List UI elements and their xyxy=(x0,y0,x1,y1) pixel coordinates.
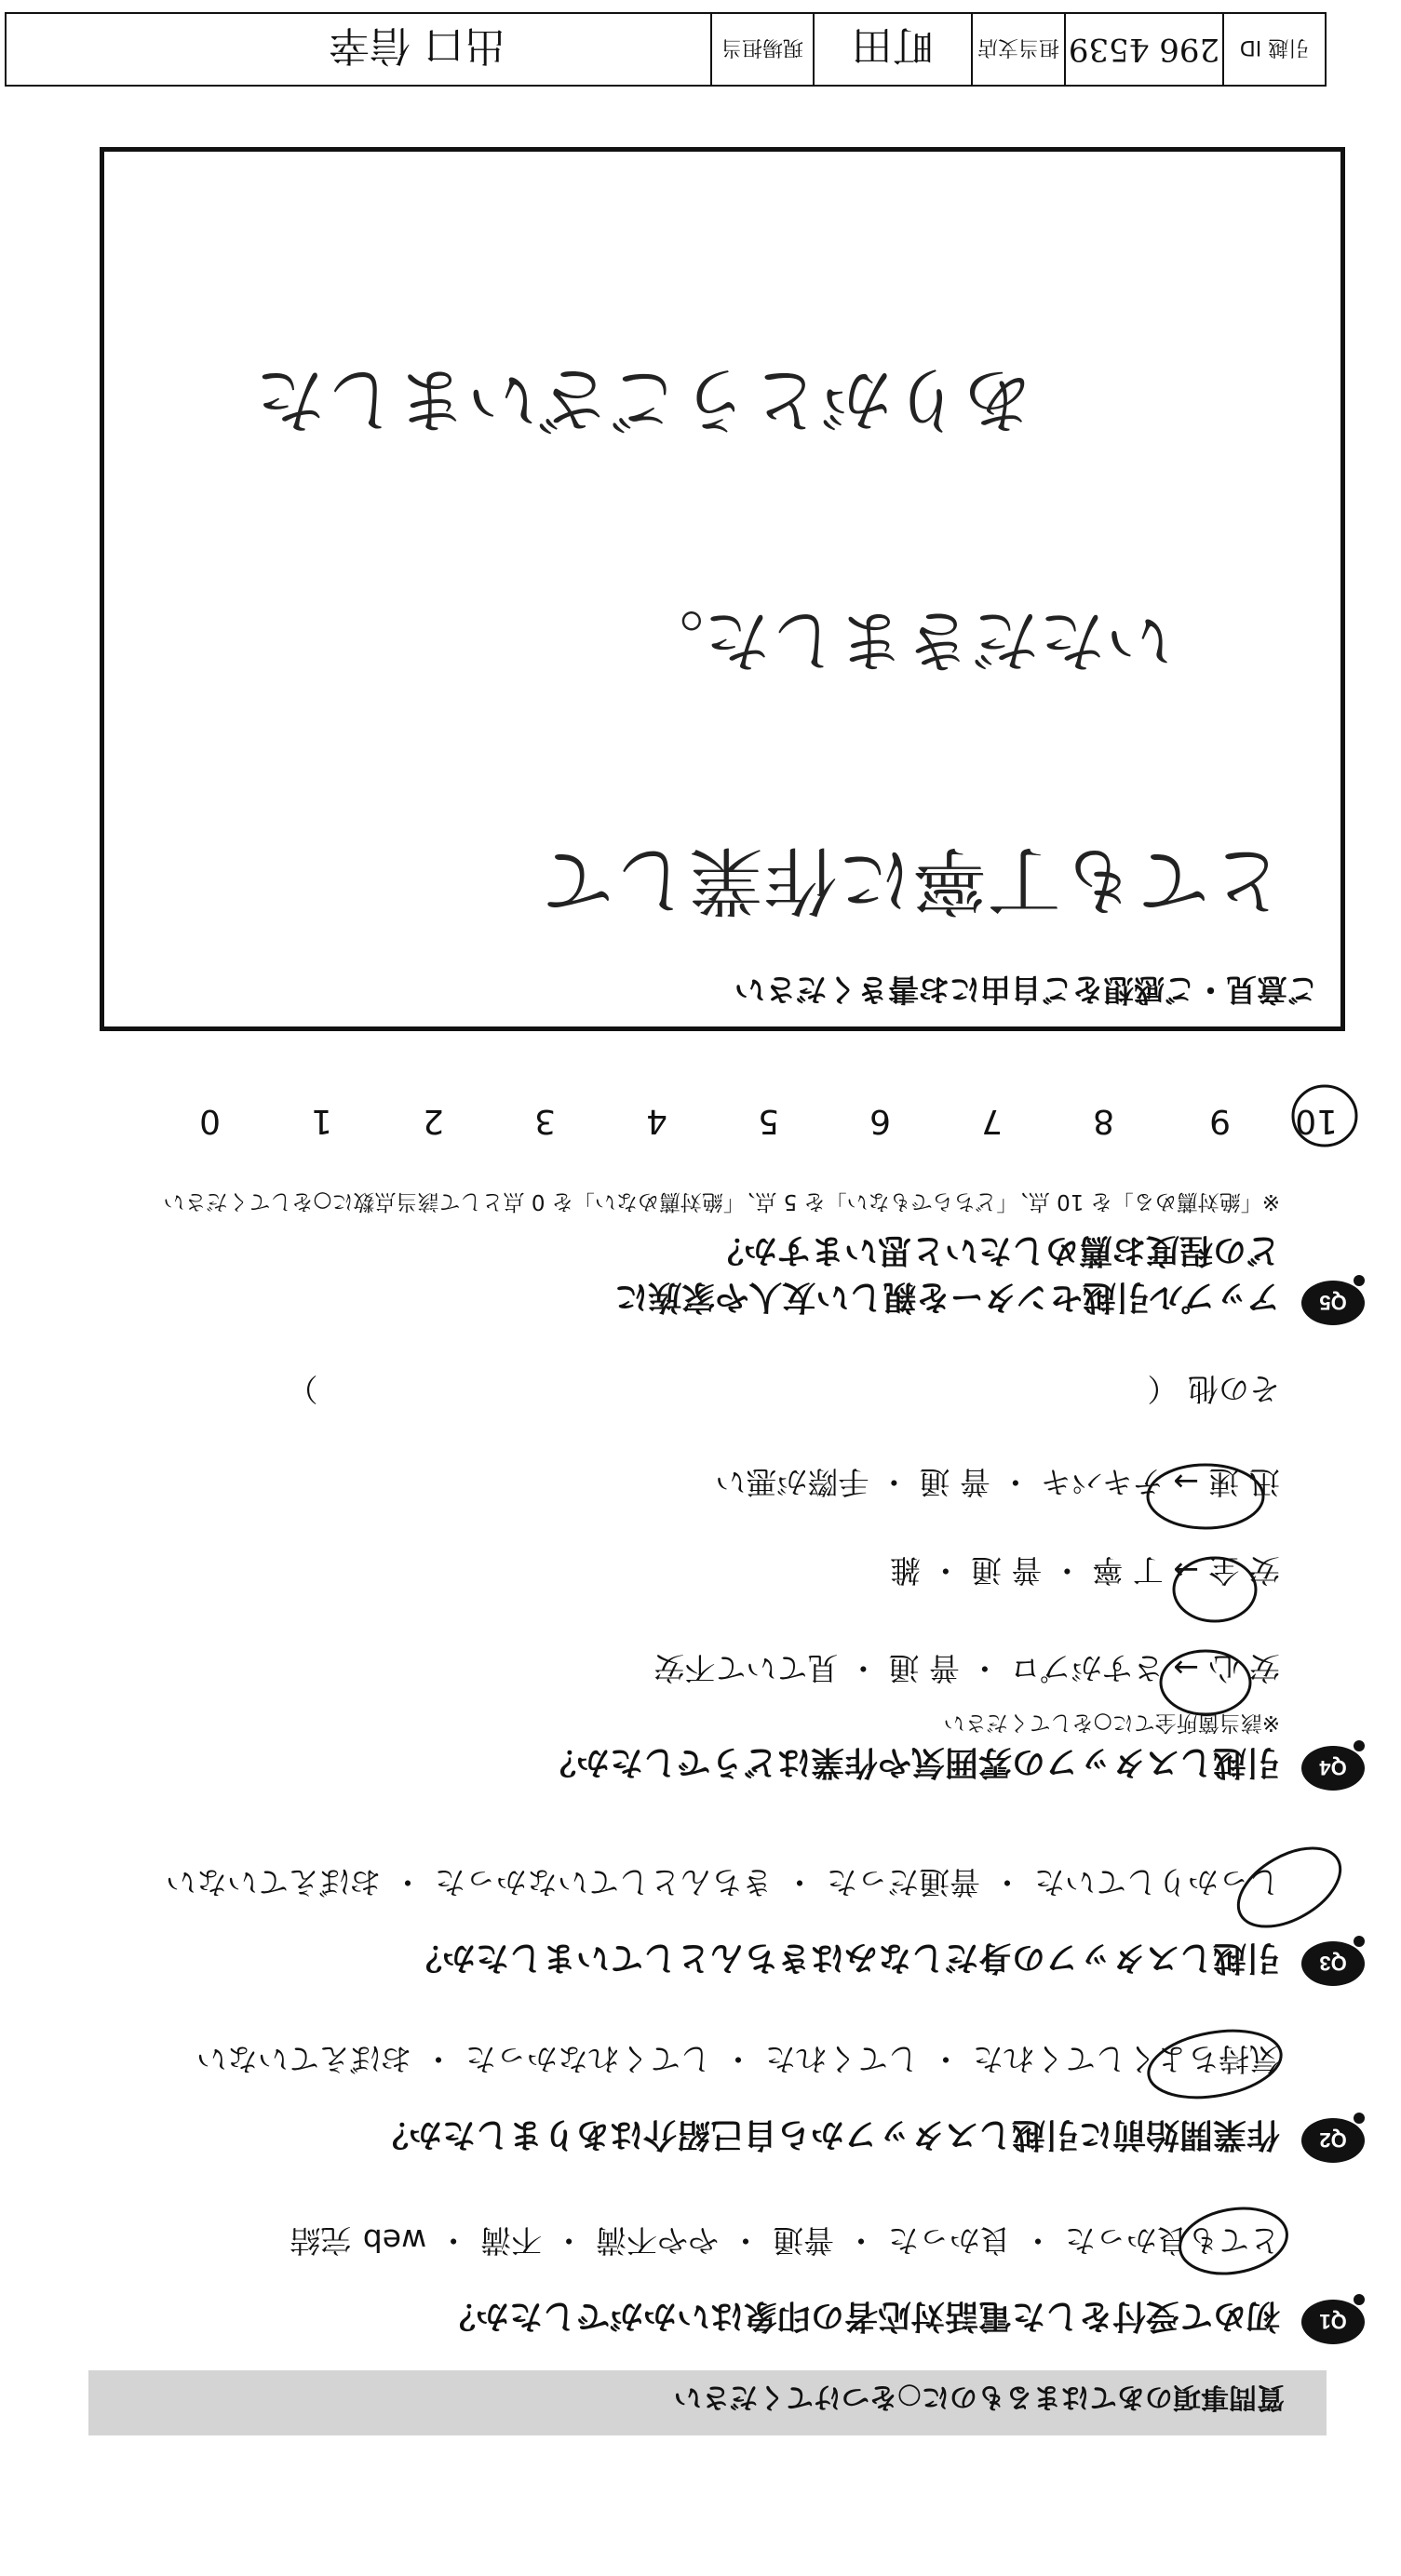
q5-text-line1: アップル引越センターを親しい友人や家族に xyxy=(614,1278,1280,1316)
scale-7[interactable]: 7 xyxy=(981,1102,1003,1140)
q4-row-anshin[interactable]: 安 心 → さすがプロ ・ 普 通 ・ 見ていて不安 xyxy=(653,1650,1280,1686)
label-id: 引越 ID xyxy=(1222,14,1325,85)
label-leader: 現場担当 xyxy=(710,14,813,85)
svg-text:Q3: Q3 xyxy=(1319,1952,1347,1975)
id-table xyxy=(5,12,1327,87)
q4-text: 引越しスタッフの雰囲気や作業はどうでしたか？ xyxy=(542,1743,1280,1781)
handwritten-comment xyxy=(95,142,1340,1026)
scale-9[interactable]: 9 xyxy=(1209,1102,1231,1140)
question-5 xyxy=(33,1152,1347,1329)
scale-0[interactable]: 0 xyxy=(199,1102,221,1140)
instruction-text: 質問事項のあてはまるものに○をつけてください xyxy=(673,2381,1285,2413)
scale-4[interactable]: 4 xyxy=(646,1102,667,1140)
q1-options[interactable]: とても良かった ・ 良かった ・ 普通 ・ やや不満 ・ 不満 ・ web 完結 xyxy=(290,2222,1280,2259)
q4-row-anzen[interactable]: 安 全 → 丁 寧 ・ 普 通 ・ 雑 xyxy=(889,1552,1280,1589)
scale-8[interactable]: 8 xyxy=(1093,1102,1114,1140)
q2-text: 作業開始前に引越しスタッフから自己紹介はありましたか？ xyxy=(374,2115,1280,2153)
comment-title: ご意見・ご感想をご自由にお書きください xyxy=(734,972,1318,1008)
q5-badge-icon xyxy=(1298,1271,1368,1329)
q1-text: 初めて受付をした電話対応者の印象はいかがでしたか？ xyxy=(441,2297,1280,2335)
q1-badge-icon xyxy=(1298,2290,1368,2348)
recommend-scale xyxy=(137,1082,1338,1147)
q5-note: ※「絶対薦める」を 10 点、「どちらでもない」を 5 点、「絶対薦めない」を 0 点として該当点数に○をしてください xyxy=(163,1189,1280,1214)
q3-text: 引越しスタッフの身だしなみはきちんとしていましたか？ xyxy=(408,1939,1280,1977)
svg-text:ありがとうございました: ありがとうございました xyxy=(255,358,1033,441)
answer-marks xyxy=(1103,1366,1345,2297)
q4-row-jinsoku[interactable]: 迅 速 → テキパキ ・ 普 通 ・ 手際が悪い xyxy=(715,1464,1280,1500)
branch-value[interactable]: 町田 xyxy=(813,14,971,85)
scale-2[interactable]: 2 xyxy=(423,1102,444,1140)
q5-text-line2: どの程度お薦めしたいと思いますか？ xyxy=(709,1231,1280,1269)
q3-options[interactable]: しっかりしていた ・ 普通だった ・ きちんとしていなかった ・ おぼえていない xyxy=(166,1864,1280,1900)
scale-1[interactable]: 1 xyxy=(311,1102,332,1140)
label-branch: 担当支店 xyxy=(971,14,1064,85)
leader-value[interactable]: 出口 信幸 xyxy=(329,21,505,69)
scale-10[interactable]: 10 xyxy=(1295,1102,1338,1140)
q2-options[interactable]: 気持ちよくしてくれた ・ してくれた ・ してくれなかった ・ おぼえていない xyxy=(196,2041,1280,2077)
id-value[interactable]: 296 4539 xyxy=(1064,14,1222,85)
circle-mark-10 xyxy=(1286,1079,1360,1153)
svg-text:いただきました。: いただきました。 xyxy=(636,601,1173,679)
question-4 xyxy=(33,1357,1347,1794)
svg-text:Q5: Q5 xyxy=(1319,1291,1347,1314)
svg-text:Q2: Q2 xyxy=(1319,2128,1347,2152)
svg-text:とても丁寧に作業して: とても丁寧に作業して xyxy=(540,837,1285,923)
q4-note: ※該当箇所全てに○をしてください xyxy=(943,1711,1280,1735)
svg-text:Q4: Q4 xyxy=(1319,1756,1347,1779)
instruction-banner xyxy=(88,2370,1327,2435)
scale-3[interactable]: 3 xyxy=(534,1102,556,1140)
svg-text:Q1: Q1 xyxy=(1319,2310,1347,2333)
q4-row-other[interactable]: その他 （ ） xyxy=(287,1371,1280,1407)
scale-5[interactable]: 5 xyxy=(758,1102,779,1140)
comment-box xyxy=(100,147,1345,1031)
scale-6[interactable]: 6 xyxy=(869,1102,891,1140)
